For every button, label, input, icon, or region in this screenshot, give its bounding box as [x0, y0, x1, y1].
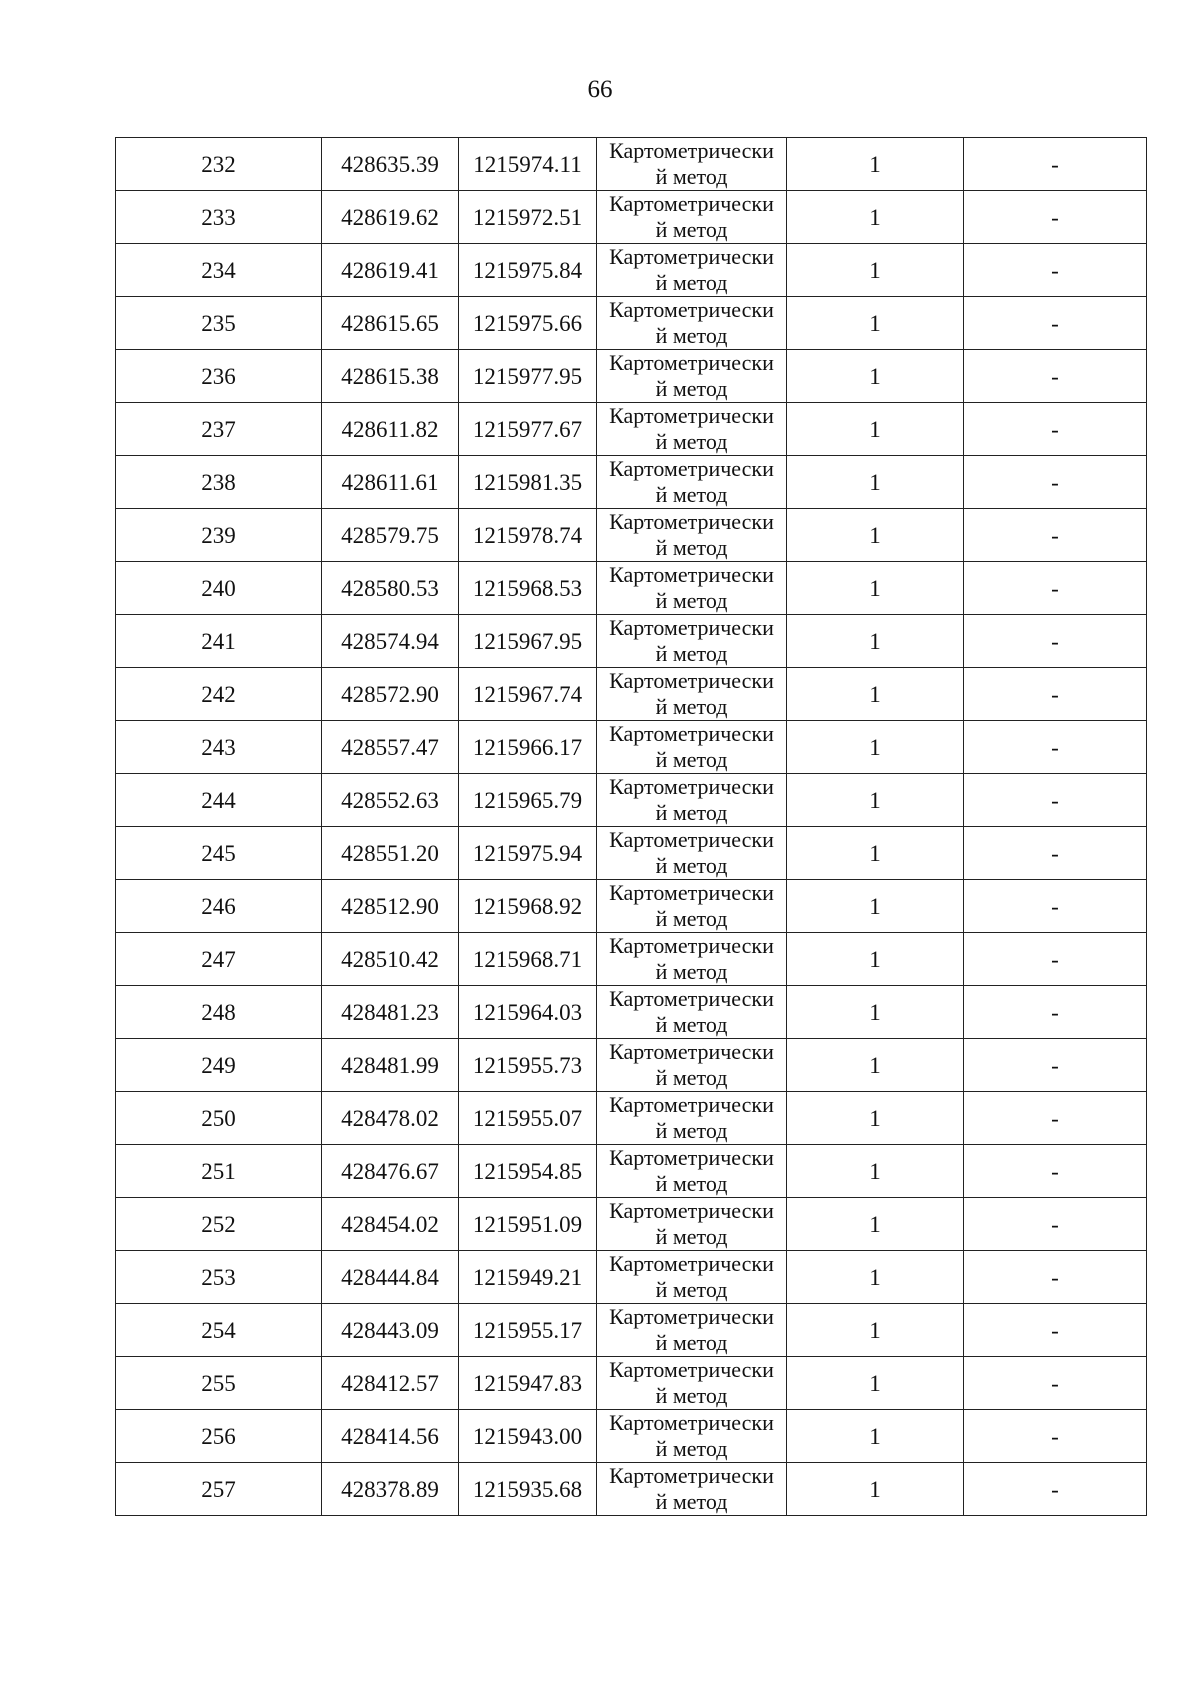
method-line-2: й метод: [655, 164, 728, 189]
method-line-1: Картометрически: [609, 244, 774, 269]
note-cell: -: [964, 297, 1147, 350]
y-coordinate-cell: 1215966.17: [459, 721, 597, 774]
y-coordinate-cell: 1215955.07: [459, 1092, 597, 1145]
point-number-cell: 243: [116, 721, 322, 774]
method-line-2: й метод: [655, 1065, 728, 1090]
note-cell: -: [964, 880, 1147, 933]
point-number-cell: 255: [116, 1357, 322, 1410]
method-line-2: й метод: [655, 800, 728, 825]
method-cell: [597, 1198, 787, 1251]
y-coordinate-cell: 1215935.68: [459, 1463, 597, 1516]
method-line-1: Картометрически: [609, 1357, 774, 1382]
method-cell: [597, 403, 787, 456]
method-cell: [597, 1092, 787, 1145]
method-line-1: Картометрически: [609, 138, 774, 163]
accuracy-cell: 1: [787, 1410, 964, 1463]
point-number-cell: 234: [116, 244, 322, 297]
x-coordinate-cell: 428611.61: [322, 456, 459, 509]
y-coordinate-cell: 1215967.95: [459, 615, 597, 668]
method-cell: [597, 297, 787, 350]
method-cell: [597, 191, 787, 244]
note-cell: -: [964, 456, 1147, 509]
point-number-cell: 241: [116, 615, 322, 668]
method-line-1: Картометрически: [609, 403, 774, 428]
point-number-cell: 235: [116, 297, 322, 350]
method-cell: [597, 774, 787, 827]
method-line-2: й метод: [655, 1489, 728, 1514]
table-row: [116, 1092, 1147, 1145]
method-cell: [597, 615, 787, 668]
accuracy-cell: 1: [787, 1357, 964, 1410]
method-line-2: й метод: [655, 1171, 728, 1196]
note-cell: -: [964, 1092, 1147, 1145]
accuracy-cell: 1: [787, 244, 964, 297]
point-number-cell: 242: [116, 668, 322, 721]
method-line-2: й метод: [655, 1330, 728, 1355]
y-coordinate-cell: 1215977.95: [459, 350, 597, 403]
accuracy-cell: 1: [787, 191, 964, 244]
accuracy-cell: 1: [787, 456, 964, 509]
x-coordinate-cell: 428510.42: [322, 933, 459, 986]
accuracy-cell: 1: [787, 721, 964, 774]
method-line-2: й метод: [655, 1012, 728, 1037]
method-line-1: Картометрически: [609, 1251, 774, 1276]
method-line-2: й метод: [655, 853, 728, 878]
method-line-1: Картометрически: [609, 933, 774, 958]
method-line-1: Картометрически: [609, 721, 774, 746]
table-row: [116, 1145, 1147, 1198]
point-number-cell: 240: [116, 562, 322, 615]
table-row: [116, 350, 1147, 403]
y-coordinate-cell: 1215972.51: [459, 191, 597, 244]
method-line-2: й метод: [655, 641, 728, 666]
method-line-2: й метод: [655, 270, 728, 295]
method-line-1: Картометрически: [609, 1410, 774, 1435]
method-line-1: Картометрически: [609, 668, 774, 693]
method-cell: [597, 1357, 787, 1410]
point-number-cell: 257: [116, 1463, 322, 1516]
method-line-1: Картометрически: [609, 1304, 774, 1329]
table-row: [116, 880, 1147, 933]
note-cell: -: [964, 933, 1147, 986]
method-line-2: й метод: [655, 1436, 728, 1461]
method-cell: [597, 1463, 787, 1516]
method-cell: [597, 986, 787, 1039]
method-line-1: Картометрически: [609, 1198, 774, 1223]
accuracy-cell: 1: [787, 138, 964, 191]
y-coordinate-cell: 1215954.85: [459, 1145, 597, 1198]
point-number-cell: 232: [116, 138, 322, 191]
x-coordinate-cell: 428635.39: [322, 138, 459, 191]
method-line-2: й метод: [655, 747, 728, 772]
method-cell: [597, 1039, 787, 1092]
table-row: [116, 1198, 1147, 1251]
x-coordinate-cell: 428478.02: [322, 1092, 459, 1145]
note-cell: -: [964, 191, 1147, 244]
y-coordinate-cell: 1215981.35: [459, 456, 597, 509]
note-cell: -: [964, 1463, 1147, 1516]
x-coordinate-cell: 428580.53: [322, 562, 459, 615]
point-number-cell: 247: [116, 933, 322, 986]
x-coordinate-cell: 428557.47: [322, 721, 459, 774]
note-cell: -: [964, 615, 1147, 668]
table-row: [116, 1304, 1147, 1357]
note-cell: -: [964, 403, 1147, 456]
y-coordinate-cell: 1215949.21: [459, 1251, 597, 1304]
method-line-1: Картометрически: [609, 509, 774, 534]
method-line-2: й метод: [655, 429, 728, 454]
method-line-1: Картометрически: [609, 350, 774, 375]
method-cell: [597, 244, 787, 297]
y-coordinate-cell: 1215978.74: [459, 509, 597, 562]
method-cell: [597, 1410, 787, 1463]
point-number-cell: 245: [116, 827, 322, 880]
table-row: [116, 297, 1147, 350]
method-line-2: й метод: [655, 1277, 728, 1302]
x-coordinate-cell: 428512.90: [322, 880, 459, 933]
method-cell: [597, 721, 787, 774]
note-cell: -: [964, 986, 1147, 1039]
point-number-cell: 237: [116, 403, 322, 456]
point-number-cell: 254: [116, 1304, 322, 1357]
table-row: [116, 1039, 1147, 1092]
x-coordinate-cell: 428619.41: [322, 244, 459, 297]
method-line-2: й метод: [655, 959, 728, 984]
method-line-1: Картометрически: [609, 880, 774, 905]
y-coordinate-cell: 1215968.71: [459, 933, 597, 986]
note-cell: -: [964, 721, 1147, 774]
point-number-cell: 236: [116, 350, 322, 403]
method-line-2: й метод: [655, 588, 728, 613]
x-coordinate-cell: 428443.09: [322, 1304, 459, 1357]
table-row: [116, 933, 1147, 986]
method-cell: [597, 138, 787, 191]
y-coordinate-cell: 1215955.17: [459, 1304, 597, 1357]
method-cell: [597, 1304, 787, 1357]
method-line-1: Картометрически: [609, 456, 774, 481]
accuracy-cell: 1: [787, 880, 964, 933]
method-line-1: Картометрически: [609, 562, 774, 587]
y-coordinate-cell: 1215967.74: [459, 668, 597, 721]
y-coordinate-cell: 1215975.84: [459, 244, 597, 297]
y-coordinate-cell: 1215943.00: [459, 1410, 597, 1463]
note-cell: -: [964, 668, 1147, 721]
accuracy-cell: 1: [787, 986, 964, 1039]
note-cell: -: [964, 1304, 1147, 1357]
method-cell: [597, 827, 787, 880]
table-row: [116, 986, 1147, 1039]
y-coordinate-cell: 1215964.03: [459, 986, 597, 1039]
x-coordinate-cell: 428476.67: [322, 1145, 459, 1198]
y-coordinate-cell: 1215965.79: [459, 774, 597, 827]
note-cell: -: [964, 244, 1147, 297]
point-number-cell: 250: [116, 1092, 322, 1145]
note-cell: -: [964, 1039, 1147, 1092]
note-cell: -: [964, 1145, 1147, 1198]
table-row: [116, 244, 1147, 297]
x-coordinate-cell: 428454.02: [322, 1198, 459, 1251]
note-cell: -: [964, 774, 1147, 827]
coordinates-table-body: [116, 138, 1147, 1516]
x-coordinate-cell: 428414.56: [322, 1410, 459, 1463]
method-line-1: Картометрически: [609, 615, 774, 640]
table-row: [116, 562, 1147, 615]
y-coordinate-cell: 1215951.09: [459, 1198, 597, 1251]
table-row: [116, 615, 1147, 668]
note-cell: -: [964, 509, 1147, 562]
method-line-2: й метод: [655, 1224, 728, 1249]
y-coordinate-cell: 1215975.66: [459, 297, 597, 350]
method-line-2: й метод: [655, 906, 728, 931]
table-row: [116, 774, 1147, 827]
note-cell: -: [964, 1198, 1147, 1251]
point-number-cell: 246: [116, 880, 322, 933]
x-coordinate-cell: 428574.94: [322, 615, 459, 668]
point-number-cell: 256: [116, 1410, 322, 1463]
x-coordinate-cell: 428551.20: [322, 827, 459, 880]
method-line-2: й метод: [655, 323, 728, 348]
y-coordinate-cell: 1215974.11: [459, 138, 597, 191]
accuracy-cell: 1: [787, 774, 964, 827]
method-line-1: Картометрически: [609, 1092, 774, 1117]
method-cell: [597, 509, 787, 562]
method-line-2: й метод: [655, 535, 728, 560]
method-line-2: й метод: [655, 376, 728, 401]
table-row: [116, 138, 1147, 191]
accuracy-cell: 1: [787, 1463, 964, 1516]
point-number-cell: 251: [116, 1145, 322, 1198]
table-row: [116, 191, 1147, 244]
point-number-cell: 244: [116, 774, 322, 827]
x-coordinate-cell: 428615.65: [322, 297, 459, 350]
accuracy-cell: 1: [787, 350, 964, 403]
accuracy-cell: 1: [787, 297, 964, 350]
method-line-2: й метод: [655, 217, 728, 242]
accuracy-cell: 1: [787, 1039, 964, 1092]
method-cell: [597, 562, 787, 615]
note-cell: -: [964, 1251, 1147, 1304]
point-number-cell: 253: [116, 1251, 322, 1304]
coordinates-table: [115, 137, 1147, 1516]
method-line-1: Картометрически: [609, 297, 774, 322]
method-line-1: Картометрически: [609, 1039, 774, 1064]
accuracy-cell: 1: [787, 1092, 964, 1145]
table-row: [116, 1463, 1147, 1516]
table-row: [116, 403, 1147, 456]
table-row: [116, 721, 1147, 774]
x-coordinate-cell: 428619.62: [322, 191, 459, 244]
x-coordinate-cell: 428378.89: [322, 1463, 459, 1516]
x-coordinate-cell: 428481.99: [322, 1039, 459, 1092]
x-coordinate-cell: 428615.38: [322, 350, 459, 403]
point-number-cell: 249: [116, 1039, 322, 1092]
accuracy-cell: 1: [787, 1145, 964, 1198]
accuracy-cell: 1: [787, 615, 964, 668]
method-line-2: й метод: [655, 694, 728, 719]
method-line-2: й метод: [655, 482, 728, 507]
x-coordinate-cell: 428552.63: [322, 774, 459, 827]
table-row: [116, 1357, 1147, 1410]
x-coordinate-cell: 428579.75: [322, 509, 459, 562]
method-cell: [597, 1145, 787, 1198]
table-row: [116, 668, 1147, 721]
accuracy-cell: 1: [787, 1251, 964, 1304]
method-line-1: Картометрически: [609, 191, 774, 216]
y-coordinate-cell: 1215968.92: [459, 880, 597, 933]
method-line-1: Картометрически: [609, 1145, 774, 1170]
page-number: 66: [587, 76, 613, 103]
y-coordinate-cell: 1215977.67: [459, 403, 597, 456]
note-cell: -: [964, 138, 1147, 191]
note-cell: -: [964, 350, 1147, 403]
method-cell: [597, 933, 787, 986]
method-line-2: й метод: [655, 1118, 728, 1143]
table-row: [116, 509, 1147, 562]
accuracy-cell: 1: [787, 827, 964, 880]
method-cell: [597, 1251, 787, 1304]
point-number-cell: 238: [116, 456, 322, 509]
y-coordinate-cell: 1215947.83: [459, 1357, 597, 1410]
method-cell: [597, 456, 787, 509]
point-number-cell: 233: [116, 191, 322, 244]
method-line-1: Картометрически: [609, 1463, 774, 1488]
note-cell: -: [964, 562, 1147, 615]
y-coordinate-cell: 1215955.73: [459, 1039, 597, 1092]
accuracy-cell: 1: [787, 403, 964, 456]
y-coordinate-cell: 1215975.94: [459, 827, 597, 880]
table-row: [116, 827, 1147, 880]
point-number-cell: 239: [116, 509, 322, 562]
note-cell: -: [964, 827, 1147, 880]
x-coordinate-cell: 428412.57: [322, 1357, 459, 1410]
point-number-cell: 252: [116, 1198, 322, 1251]
table-row: [116, 1251, 1147, 1304]
method-cell: [597, 880, 787, 933]
accuracy-cell: 1: [787, 668, 964, 721]
x-coordinate-cell: 428481.23: [322, 986, 459, 1039]
accuracy-cell: 1: [787, 1304, 964, 1357]
x-coordinate-cell: 428444.84: [322, 1251, 459, 1304]
note-cell: -: [964, 1357, 1147, 1410]
table-row: [116, 1410, 1147, 1463]
accuracy-cell: 1: [787, 933, 964, 986]
note-cell: -: [964, 1410, 1147, 1463]
accuracy-cell: 1: [787, 562, 964, 615]
accuracy-cell: 1: [787, 1198, 964, 1251]
x-coordinate-cell: 428611.82: [322, 403, 459, 456]
method-cell: [597, 350, 787, 403]
method-line-1: Картометрически: [609, 774, 774, 799]
x-coordinate-cell: 428572.90: [322, 668, 459, 721]
y-coordinate-cell: 1215968.53: [459, 562, 597, 615]
accuracy-cell: 1: [787, 509, 964, 562]
method-line-1: Картометрически: [609, 827, 774, 852]
point-number-cell: 248: [116, 986, 322, 1039]
method-line-2: й метод: [655, 1383, 728, 1408]
table-row: [116, 456, 1147, 509]
method-cell: [597, 668, 787, 721]
method-line-1: Картометрически: [609, 986, 774, 1011]
